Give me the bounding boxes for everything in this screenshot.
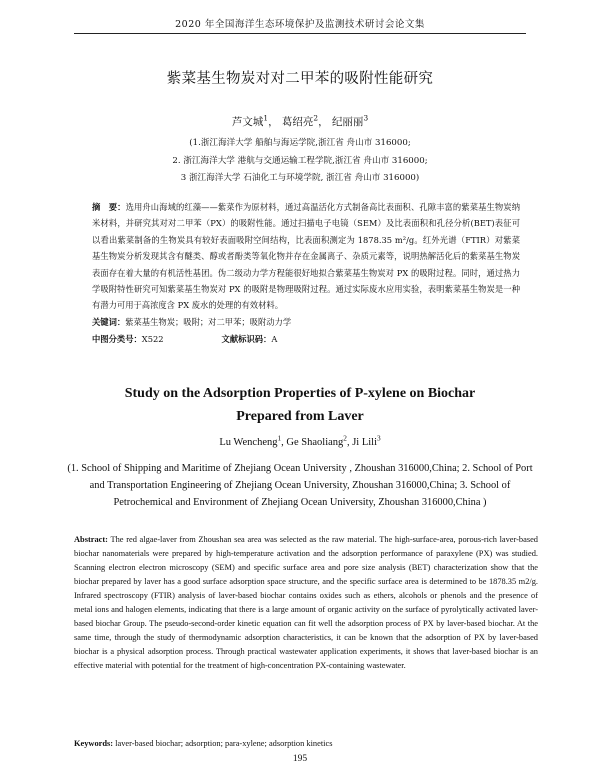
keywords-label-cn: 关键词： — [92, 317, 126, 327]
affiliation-line: 2. 浙江海洋大学 港航与交通运输工程学院,浙江省 舟山市 316000; — [172, 155, 428, 166]
affiliations-en: (1. School of Shipping and Maritime of Zhejiang Ocean University , Zhoushan 316000,China; 2. School of Port and Transportation Engineering of Zhejiang Ocean University, Zhoushan 316000,China; 3. School of Petrochemical and Environment of Zhejiang Ocean University, Zhoushan 316000,China ) — [67, 463, 533, 508]
title-en-line: Prepared from Laver — [236, 409, 364, 424]
affiliations-cn — [74, 135, 526, 188]
keywords-cn — [92, 316, 520, 328]
page-number: 195 — [292, 754, 308, 764]
author-sup: 2 — [343, 433, 347, 443]
abstract-en — [74, 533, 538, 673]
author-name: Lu Wencheng — [219, 437, 278, 448]
running-header: 2020 年全国海洋生态环境保护及监测技术研讨会论文集 — [74, 16, 526, 34]
abstract-label-en: Abstract: — [74, 535, 108, 544]
keywords-text-cn: 紫菜基生物炭；吸附；对二甲苯；吸附动力学 — [125, 317, 292, 327]
author-sup: 2 — [313, 113, 319, 123]
doc-code-label: 文献标识码： — [221, 334, 272, 344]
paper-title-en — [74, 382, 526, 428]
author-sup: 1 — [277, 433, 282, 443]
title-en-line: Study on the Adsorption Properties of P-xylene on Biochar — [124, 386, 476, 401]
paper-title-cn: 紫菜基生物炭对对二甲苯的吸附性能研究 — [166, 71, 434, 87]
class-label: 中图分类号： — [92, 334, 142, 344]
author-sup: 3 — [363, 113, 369, 123]
author-name: 芦文城 — [231, 116, 264, 128]
abstract-label-cn: 摘 要： — [92, 202, 126, 212]
author-name: 葛绍亮 — [281, 116, 314, 128]
author-sup: 1 — [263, 113, 269, 123]
affiliation-line: (1.浙江海洋大学 船舶与海运学院,浙江省 舟山市 316000; — [189, 138, 411, 148]
keywords-en — [74, 739, 538, 748]
abstract-text-cn: 选用舟山海域的红藻——紫菜作为原材料，通过高温活化方式制备高比表面积、孔隙丰富的紫菜基生物炭纳米材料，并研究其对对二甲苯（PX）的吸附性能。通过扫描电子电镜（SEM）及比表面积和孔径分析(BET)表征可以看出紫菜制备的生物炭具有较好表面吸附空间结构，比表面积测定为 1878.35 m²/g。红外光谱（FTIR）对紫菜基生物炭分析发现其含有醚类、醇或者酚类等氧化物并存在金属离子、杂质元素等，说明热解活化后的紫菜基生物炭表面存在着大量的有机活性基团。伪二级动力学方程能很好地拟合紫菜基生物炭对 PX 的吸附过程。同时，通过热力学吸附特性研究可知紫菜基生物炭对 PX 的吸附是物理吸附过程。通过实际废水应用实验，表明紫菜基生物炭是一种有潜力可用于高浓度含 PX 废水的处理的有效材料。 — [92, 202, 520, 311]
author-sup: 3 — [377, 433, 381, 443]
keywords-text-en: laver-based biochar; adsorption; para-xylene; adsorption kinetics — [115, 739, 333, 748]
doc-code-value: A — [271, 334, 278, 344]
author-name: 纪丽丽 — [331, 116, 364, 128]
class-value: X522 — [141, 334, 164, 344]
author-list-cn: 芦文城$^1$， 葛绍亮$^2$， 纪丽丽$^3$ — [231, 113, 369, 128]
author-name: Ge Shaoliang — [286, 437, 344, 448]
keywords-label-en: Keywords: — [74, 739, 114, 748]
abstract-cn — [92, 199, 520, 314]
affiliation-line: 3 浙江海洋大学 石油化工与环境学院, 浙江省 舟山市 316000) — [180, 173, 420, 183]
author-name: Ji Lili — [352, 437, 377, 448]
author-list-en: Lu Wencheng$^1$, Ge Shaoliang$^2$, Ji Lili$^3$ — [219, 433, 381, 448]
abstract-text-en: The red algae-laver from Zhoushan sea area was selected as the raw material. The high-surface-area, porous-rich laver-based biochar nanomaterials were prepared by high-temperature activation and the adsorption performance of paraxylene (PX) was studied. Scanning electron electron microscopy (SEM) and specific surface area and pore size analysis (BET) characterization show that the biochar prepared by laver has a good surface adsorption space structure, and the specific surface area is determined to be 1878.35 m2/g. Infrared spectroscopy (FTIR) analysis of laver-based biochar contains oxides such as ethers, alcohols or phenols and the presence of metal ions and halogen elements, indicating that there is a large amount of organic activity on the surface of pyrolytically activated laver-based biochar Group. The pseudo-second-order kinetic equation can fit well the adsorption process of PX by laver-based biochar. At the same time, through the study of thermodynamic adsorption characteristics, it can be known that the adsorption of PX by laver-based biochar is a physical adsorption process. Through practical wastewater application experiments, it shows that laver-based biochar is an effective material with potential for the treatment of high-concentration PX-containing wastewater. — [74, 535, 538, 670]
classification-cn — [92, 333, 520, 345]
